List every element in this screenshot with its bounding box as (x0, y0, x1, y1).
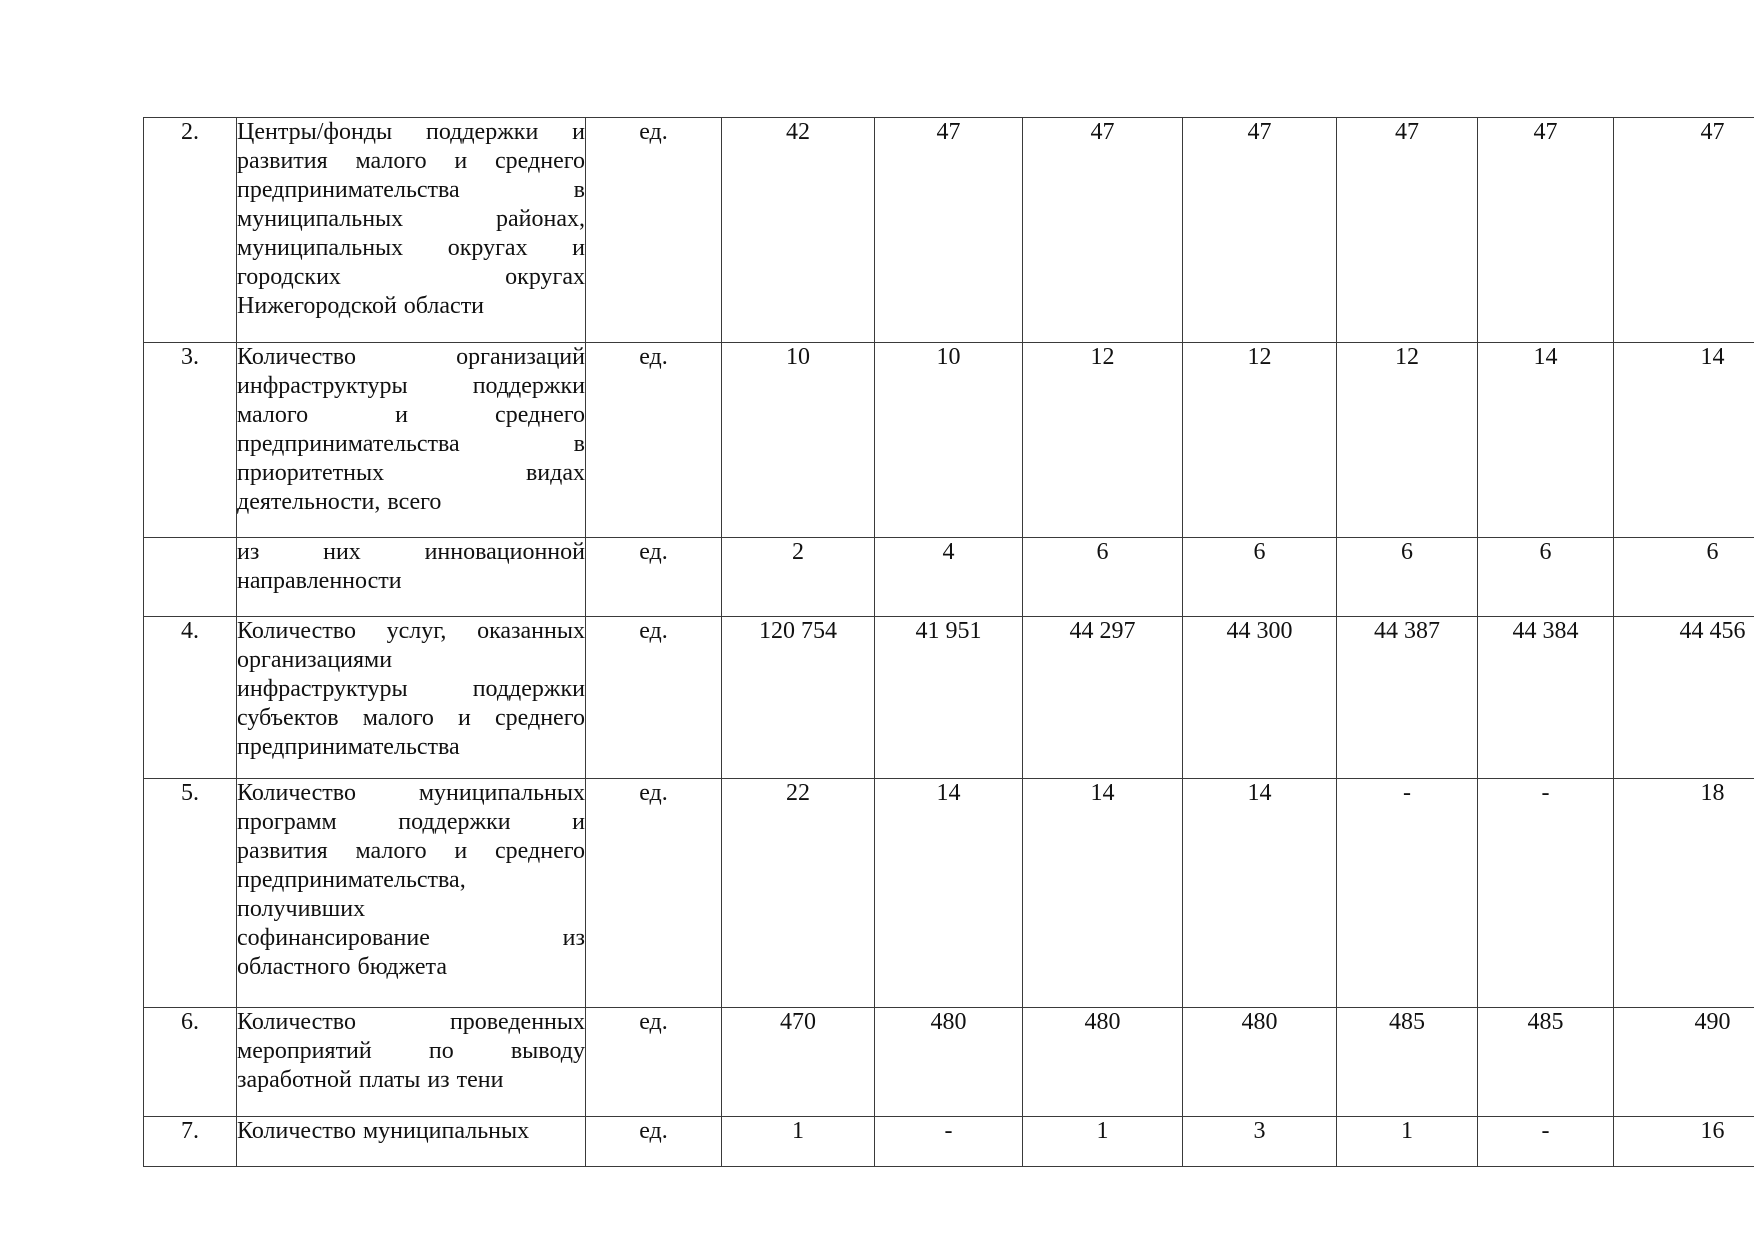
description-word: и (572, 119, 585, 145)
description-word: муниципальных (237, 206, 404, 232)
value-cell: - (1478, 1117, 1614, 1167)
description-line (237, 292, 585, 321)
description-line (237, 866, 585, 895)
description-line (237, 1117, 585, 1146)
value-cell: 6 (1023, 538, 1183, 617)
value-cell: 42 (722, 118, 875, 343)
description-word: заработной (237, 1067, 352, 1093)
description-word: Нижегородской (237, 293, 397, 319)
description-word: услуг, (386, 618, 447, 644)
unit-cell: ед. (586, 617, 722, 779)
description-word: и (454, 148, 468, 174)
description-line (237, 205, 585, 234)
description-word: муниципальных (362, 1118, 530, 1144)
indicator-description-cell (237, 1008, 586, 1117)
description-word: Количество (237, 780, 356, 806)
unit-cell: ед. (586, 1117, 722, 1167)
description-word: Количество (237, 1118, 356, 1144)
description-line (237, 779, 585, 808)
indicator-description-cell (237, 118, 586, 343)
description-word: инновационной (424, 539, 585, 565)
value-cell: 480 (875, 1008, 1023, 1117)
row-number-cell: 5. (144, 779, 237, 1008)
value-cell: 1 (1023, 1117, 1183, 1167)
description-line (237, 646, 585, 675)
description-word: видах (525, 460, 585, 486)
description-word: развития (237, 148, 328, 174)
description-word: поддержки (472, 373, 585, 399)
description-line (237, 567, 585, 596)
value-cell: 10 (722, 343, 875, 538)
description-line (237, 118, 585, 147)
value-cell: 47 (1023, 118, 1183, 343)
description-word: поддержки (425, 119, 539, 145)
description-word: получивших (237, 896, 366, 922)
description-word: малого (362, 705, 434, 731)
description-word: в (573, 177, 585, 203)
description-word: всего (387, 489, 442, 515)
description-word: и (454, 838, 468, 864)
indicator-description-cell (237, 1117, 586, 1167)
description-word: поддержки (472, 676, 585, 702)
value-cell: 14 (1478, 343, 1614, 538)
description-word: бюджета (357, 954, 447, 980)
row-number-cell: 2. (144, 118, 237, 343)
description-line (237, 343, 585, 372)
value-cell: 22 (722, 779, 875, 1008)
description-line (237, 953, 585, 982)
description-word: выводу (510, 1038, 585, 1064)
description-word: них (323, 539, 361, 565)
description-line (237, 617, 585, 646)
value-cell: 485 (1337, 1008, 1478, 1117)
description-word: тени (456, 1067, 504, 1093)
description-line (237, 234, 585, 263)
description-word: малого (355, 148, 427, 174)
description-word: малого (355, 838, 427, 864)
indicator-description-cell (237, 343, 586, 538)
unit-cell: ед. (586, 118, 722, 343)
description-line (237, 924, 585, 953)
description-word: среднего (495, 838, 585, 864)
unit-cell: ед. (586, 779, 722, 1008)
value-cell: 120 754 (722, 617, 875, 779)
description-word: и (572, 235, 585, 261)
description-line (237, 675, 585, 704)
value-cell: 14 (1614, 343, 1754, 538)
description-word: из (237, 539, 260, 565)
value-cell: 16 (1614, 1117, 1754, 1167)
table-row (144, 538, 1754, 617)
value-cell: 41 951 (875, 617, 1023, 779)
unit-cell: ед. (586, 343, 722, 538)
indicator-description-cell (237, 617, 586, 779)
table-row (144, 118, 1754, 343)
value-cell: 470 (722, 1008, 875, 1117)
description-word: деятельности, (237, 489, 381, 515)
value-cell: 18 (1614, 779, 1754, 1008)
description-line (237, 430, 585, 459)
table-row (144, 1117, 1754, 1167)
description-line (237, 176, 585, 205)
description-word: среднего (495, 705, 585, 731)
description-line (237, 372, 585, 401)
description-word: округах (447, 235, 528, 261)
value-cell: 47 (1614, 118, 1754, 343)
value-cell: - (1337, 779, 1478, 1008)
indicator-description-cell (237, 779, 586, 1008)
indicator-description-cell (237, 538, 586, 617)
description-word: по (428, 1038, 454, 1064)
description-word: среднего (495, 148, 585, 174)
row-number-cell: 3. (144, 343, 237, 538)
value-cell: 480 (1183, 1008, 1337, 1117)
value-cell: 47 (1337, 118, 1478, 343)
description-line (237, 1037, 585, 1066)
value-cell: 12 (1023, 343, 1183, 538)
description-line (237, 1008, 585, 1037)
row-number-cell: 7. (144, 1117, 237, 1167)
description-word: организациями (237, 647, 393, 673)
description-word: малого (237, 402, 309, 428)
row-number-cell: 4. (144, 617, 237, 779)
description-word: проведенных (449, 1009, 585, 1035)
description-word: области (403, 293, 485, 319)
description-word: из (562, 925, 585, 951)
description-word: и (572, 809, 585, 835)
indicators-table (143, 117, 1754, 1167)
unit-cell: ед. (586, 1008, 722, 1117)
value-cell: 12 (1183, 343, 1337, 538)
table-row (144, 343, 1754, 538)
description-word: организаций (456, 344, 585, 370)
value-cell: 10 (875, 343, 1023, 538)
description-word: Центры/фонды (237, 119, 393, 145)
value-cell: 2 (722, 538, 875, 617)
description-word: городских (237, 264, 341, 290)
value-cell: 1 (1337, 1117, 1478, 1167)
description-line (237, 704, 585, 733)
description-word: областного (237, 954, 351, 980)
description-line (237, 808, 585, 837)
description-word: программ (237, 809, 337, 835)
description-line (237, 401, 585, 430)
table-row (144, 779, 1754, 1008)
value-cell: 6 (1478, 538, 1614, 617)
description-word: в (573, 431, 585, 457)
unit-cell: ед. (586, 538, 722, 617)
value-cell: 47 (1478, 118, 1614, 343)
description-word: направленности (237, 568, 402, 594)
description-word: оказанных (477, 618, 585, 644)
description-line (237, 263, 585, 292)
description-line (237, 1066, 585, 1095)
description-word: из (427, 1067, 450, 1093)
description-line (237, 538, 585, 567)
description-word: Количество (237, 618, 356, 644)
description-word: поддержки (398, 809, 511, 835)
description-word: инфраструктуры (237, 676, 408, 702)
description-word: мероприятий (237, 1038, 372, 1064)
value-cell: 47 (1183, 118, 1337, 343)
value-cell: 485 (1478, 1008, 1614, 1117)
description-word: районах, (496, 206, 585, 232)
value-cell: 480 (1023, 1008, 1183, 1117)
description-line (237, 895, 585, 924)
description-word: предпринимательства (237, 177, 460, 203)
description-word: субъектов (237, 705, 339, 731)
description-word: муниципальных (418, 780, 585, 806)
description-word: приоритетных (237, 460, 385, 486)
description-line (237, 837, 585, 866)
description-line (237, 488, 585, 517)
value-cell: 44 387 (1337, 617, 1478, 779)
row-number-cell (144, 538, 237, 617)
value-cell: 44 300 (1183, 617, 1337, 779)
value-cell: 47 (875, 118, 1023, 343)
value-cell: 14 (1023, 779, 1183, 1008)
value-cell: 6 (1183, 538, 1337, 617)
value-cell: 6 (1337, 538, 1478, 617)
value-cell: 12 (1337, 343, 1478, 538)
description-word: софинансирование (237, 925, 430, 951)
description-line (237, 733, 585, 762)
description-word: среднего (495, 402, 585, 428)
value-cell: 6 (1614, 538, 1754, 617)
description-word: Количество (237, 344, 356, 370)
description-word: предпринимательства (237, 431, 460, 457)
description-word: муниципальных (237, 235, 404, 261)
table-row (144, 1008, 1754, 1117)
value-cell: 490 (1614, 1008, 1754, 1117)
description-word: инфраструктуры (237, 373, 408, 399)
table-row (144, 617, 1754, 779)
description-word: и (395, 402, 408, 428)
description-line (237, 459, 585, 488)
description-word: предпринимательства (237, 734, 460, 760)
value-cell: 14 (875, 779, 1023, 1008)
description-word: предпринимательства, (237, 867, 466, 893)
value-cell: - (875, 1117, 1023, 1167)
description-word: развития (237, 838, 328, 864)
description-word: округах (505, 264, 585, 290)
description-word: платы (358, 1067, 421, 1093)
value-cell: 44 297 (1023, 617, 1183, 779)
row-number-cell: 6. (144, 1008, 237, 1117)
value-cell: 3 (1183, 1117, 1337, 1167)
description-word: Количество (237, 1009, 356, 1035)
value-cell: 44 384 (1478, 617, 1614, 779)
value-cell: 4 (875, 538, 1023, 617)
value-cell: - (1478, 779, 1614, 1008)
value-cell: 14 (1183, 779, 1337, 1008)
description-line (237, 147, 585, 176)
value-cell: 1 (722, 1117, 875, 1167)
description-word: и (458, 705, 471, 731)
value-cell: 44 456 (1614, 617, 1754, 779)
